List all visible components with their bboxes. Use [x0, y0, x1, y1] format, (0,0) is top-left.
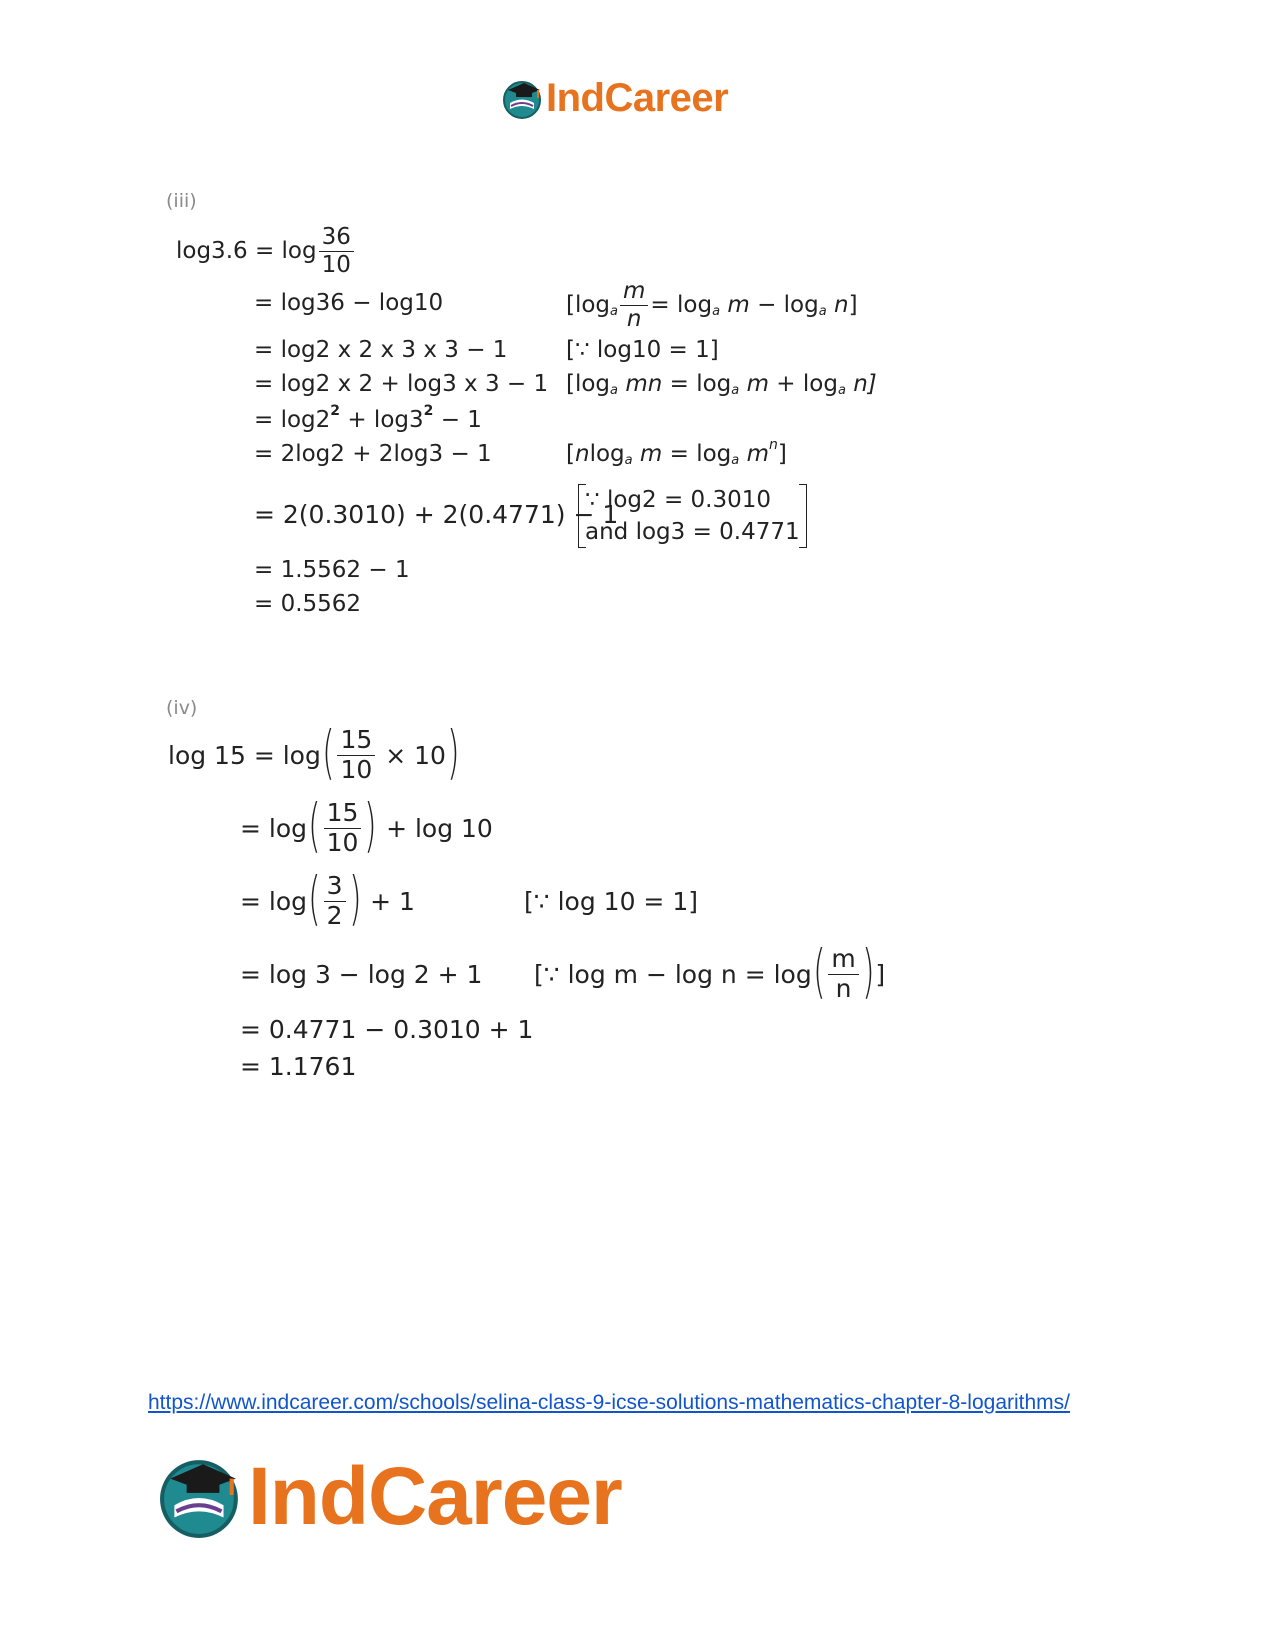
rule-text: ] — [875, 959, 886, 989]
iv-line-3 — [240, 864, 415, 934]
fraction-15-10 — [324, 800, 362, 856]
iii-line-6-rule — [566, 438, 787, 470]
rule-var: n — [834, 292, 849, 318]
fraction-15-10 — [337, 727, 375, 783]
expr-text: + 1 — [370, 886, 415, 916]
iii-line-8: = 1.5562 − 1 — [254, 557, 410, 583]
iv-line-4: = log 3 − log 2 + 1 — [240, 959, 483, 989]
expr-text: × 10 — [385, 740, 446, 770]
given-values-bracket — [578, 484, 807, 548]
right-paren: ) — [861, 937, 875, 1005]
iii-line-9: = 0.5562 — [254, 591, 362, 617]
right-paren: ) — [364, 791, 378, 859]
iv-line-3-rule: [∵ log 10 = 1] — [524, 886, 698, 916]
fraction-numerator: 15 — [324, 800, 362, 828]
section-iv-label: (iv) — [166, 697, 198, 719]
rule-subscript: a — [712, 303, 721, 319]
expr-text: log 15 = log — [168, 740, 321, 770]
exponent: 2 — [423, 403, 434, 419]
iii-line-2-rule — [566, 280, 858, 330]
rule-subscript: a — [731, 452, 740, 468]
bracket-corner — [799, 547, 806, 548]
rule-var: mn — [625, 371, 663, 397]
rule-subscript: a — [624, 452, 633, 468]
expr-text: + log 10 — [386, 813, 493, 843]
header-logo-text: IndCareer — [546, 76, 729, 120]
iv-line-1 — [168, 718, 461, 788]
header-logo — [502, 76, 728, 121]
expr-text: − 1 — [440, 407, 482, 433]
rule-text: − log — [757, 292, 819, 318]
rule-var: m — [746, 441, 769, 467]
rule-var: m — [639, 441, 663, 467]
iii-line-7: = 2(0.3010) + 2(0.4771) − 1 — [254, 499, 619, 529]
given-log3: and log3 = 0.4771 — [585, 519, 800, 545]
iii-line-3-rule: [∵ log10 = 1] — [566, 337, 719, 363]
fraction-denominator: n — [835, 973, 852, 1003]
iii-line-7-rule — [578, 483, 807, 549]
iii-line-3: = log2 x 2 x 3 x 3 − 1 — [254, 337, 508, 363]
rule-text: [∵ log m − log n = log — [534, 959, 812, 989]
iii-line-2: = log36 − log10 — [254, 290, 444, 316]
iii-line-4-rule — [566, 368, 877, 400]
graduation-globe-icon — [502, 78, 544, 120]
fraction-3-2 — [324, 873, 346, 929]
iii-line-1-lhs: log3.6 = log — [176, 238, 317, 264]
rule-text: = log — [669, 371, 732, 397]
right-paren: ) — [348, 864, 362, 932]
rule-text: = log — [650, 292, 713, 318]
iii-line-1 — [176, 226, 356, 276]
rule-text: ] — [848, 292, 858, 318]
fraction-numerator: 3 — [324, 873, 346, 901]
right-paren: ) — [447, 718, 460, 786]
expr-text: + log3 — [347, 407, 424, 433]
iv-line-5: = 0.4771 − 0.3010 + 1 — [240, 1014, 534, 1044]
rule-var: n] — [853, 371, 877, 397]
fraction-denominator: 2 — [326, 900, 343, 930]
source-url-link[interactable]: https://www.indcareer.com/schools/selina-class-9-icse-solutions-mathematics-chapter-8-logarithms/ — [148, 1391, 1071, 1414]
rule-subscript: a — [610, 382, 619, 398]
fraction-denominator: n — [626, 305, 642, 332]
rule-text: [log — [566, 371, 611, 397]
fraction-numerator: m — [828, 946, 858, 974]
given-log2: ∵ log2 = 0.3010 — [585, 486, 772, 513]
fraction-numerator: 15 — [337, 727, 375, 755]
fraction-denominator: 10 — [340, 754, 373, 784]
iv-line-2 — [240, 791, 493, 861]
footer-logo-text: IndCareer — [248, 1451, 622, 1542]
iii-line-6: = 2log2 + 2log3 − 1 — [254, 441, 492, 467]
exponent: 2 — [330, 403, 341, 419]
rule-subscript: a — [610, 303, 619, 319]
rule-text: [log — [566, 292, 611, 318]
fraction-denominator: 10 — [326, 827, 359, 857]
rule-text: + log — [776, 371, 838, 397]
rule-subscript: a — [731, 382, 740, 398]
section-iii-label: (iii) — [166, 190, 197, 212]
rule-var: m — [727, 292, 750, 318]
expr-text: = log — [240, 886, 308, 916]
left-paren: ( — [308, 864, 321, 932]
rule-var: m — [746, 371, 769, 397]
bracket-corner — [799, 484, 806, 485]
fraction-numerator: 36 — [319, 225, 354, 251]
fraction-denominator: 10 — [321, 251, 351, 278]
fraction-numerator: m — [620, 279, 648, 305]
rule-text: log — [589, 441, 625, 467]
footer-logo — [158, 1450, 622, 1544]
graduation-globe-icon — [158, 1454, 244, 1540]
rule-subscript: a — [837, 382, 846, 398]
left-paren: ( — [321, 718, 335, 786]
exponent: n — [768, 437, 778, 453]
iii-line-5 — [254, 404, 482, 436]
fraction-m-n — [828, 946, 858, 1002]
iv-line-6: = 1.1761 — [240, 1051, 357, 1081]
rule-subscript: a — [818, 303, 827, 319]
expr-text: = log — [240, 813, 308, 843]
iv-line-4-rule — [534, 937, 886, 1007]
expr-text: = log2 — [254, 407, 331, 433]
left-paren: ( — [812, 937, 826, 1005]
left-paren: ( — [308, 791, 321, 859]
fraction-m-n — [620, 279, 648, 330]
iii-line-4: = log2 x 2 + log3 x 3 − 1 — [254, 371, 549, 397]
rule-text: [ — [566, 441, 575, 467]
fraction-36-10 — [319, 225, 354, 276]
rule-var: n — [574, 441, 590, 467]
rule-text: = log — [669, 441, 732, 467]
rule-text: ] — [777, 441, 787, 467]
